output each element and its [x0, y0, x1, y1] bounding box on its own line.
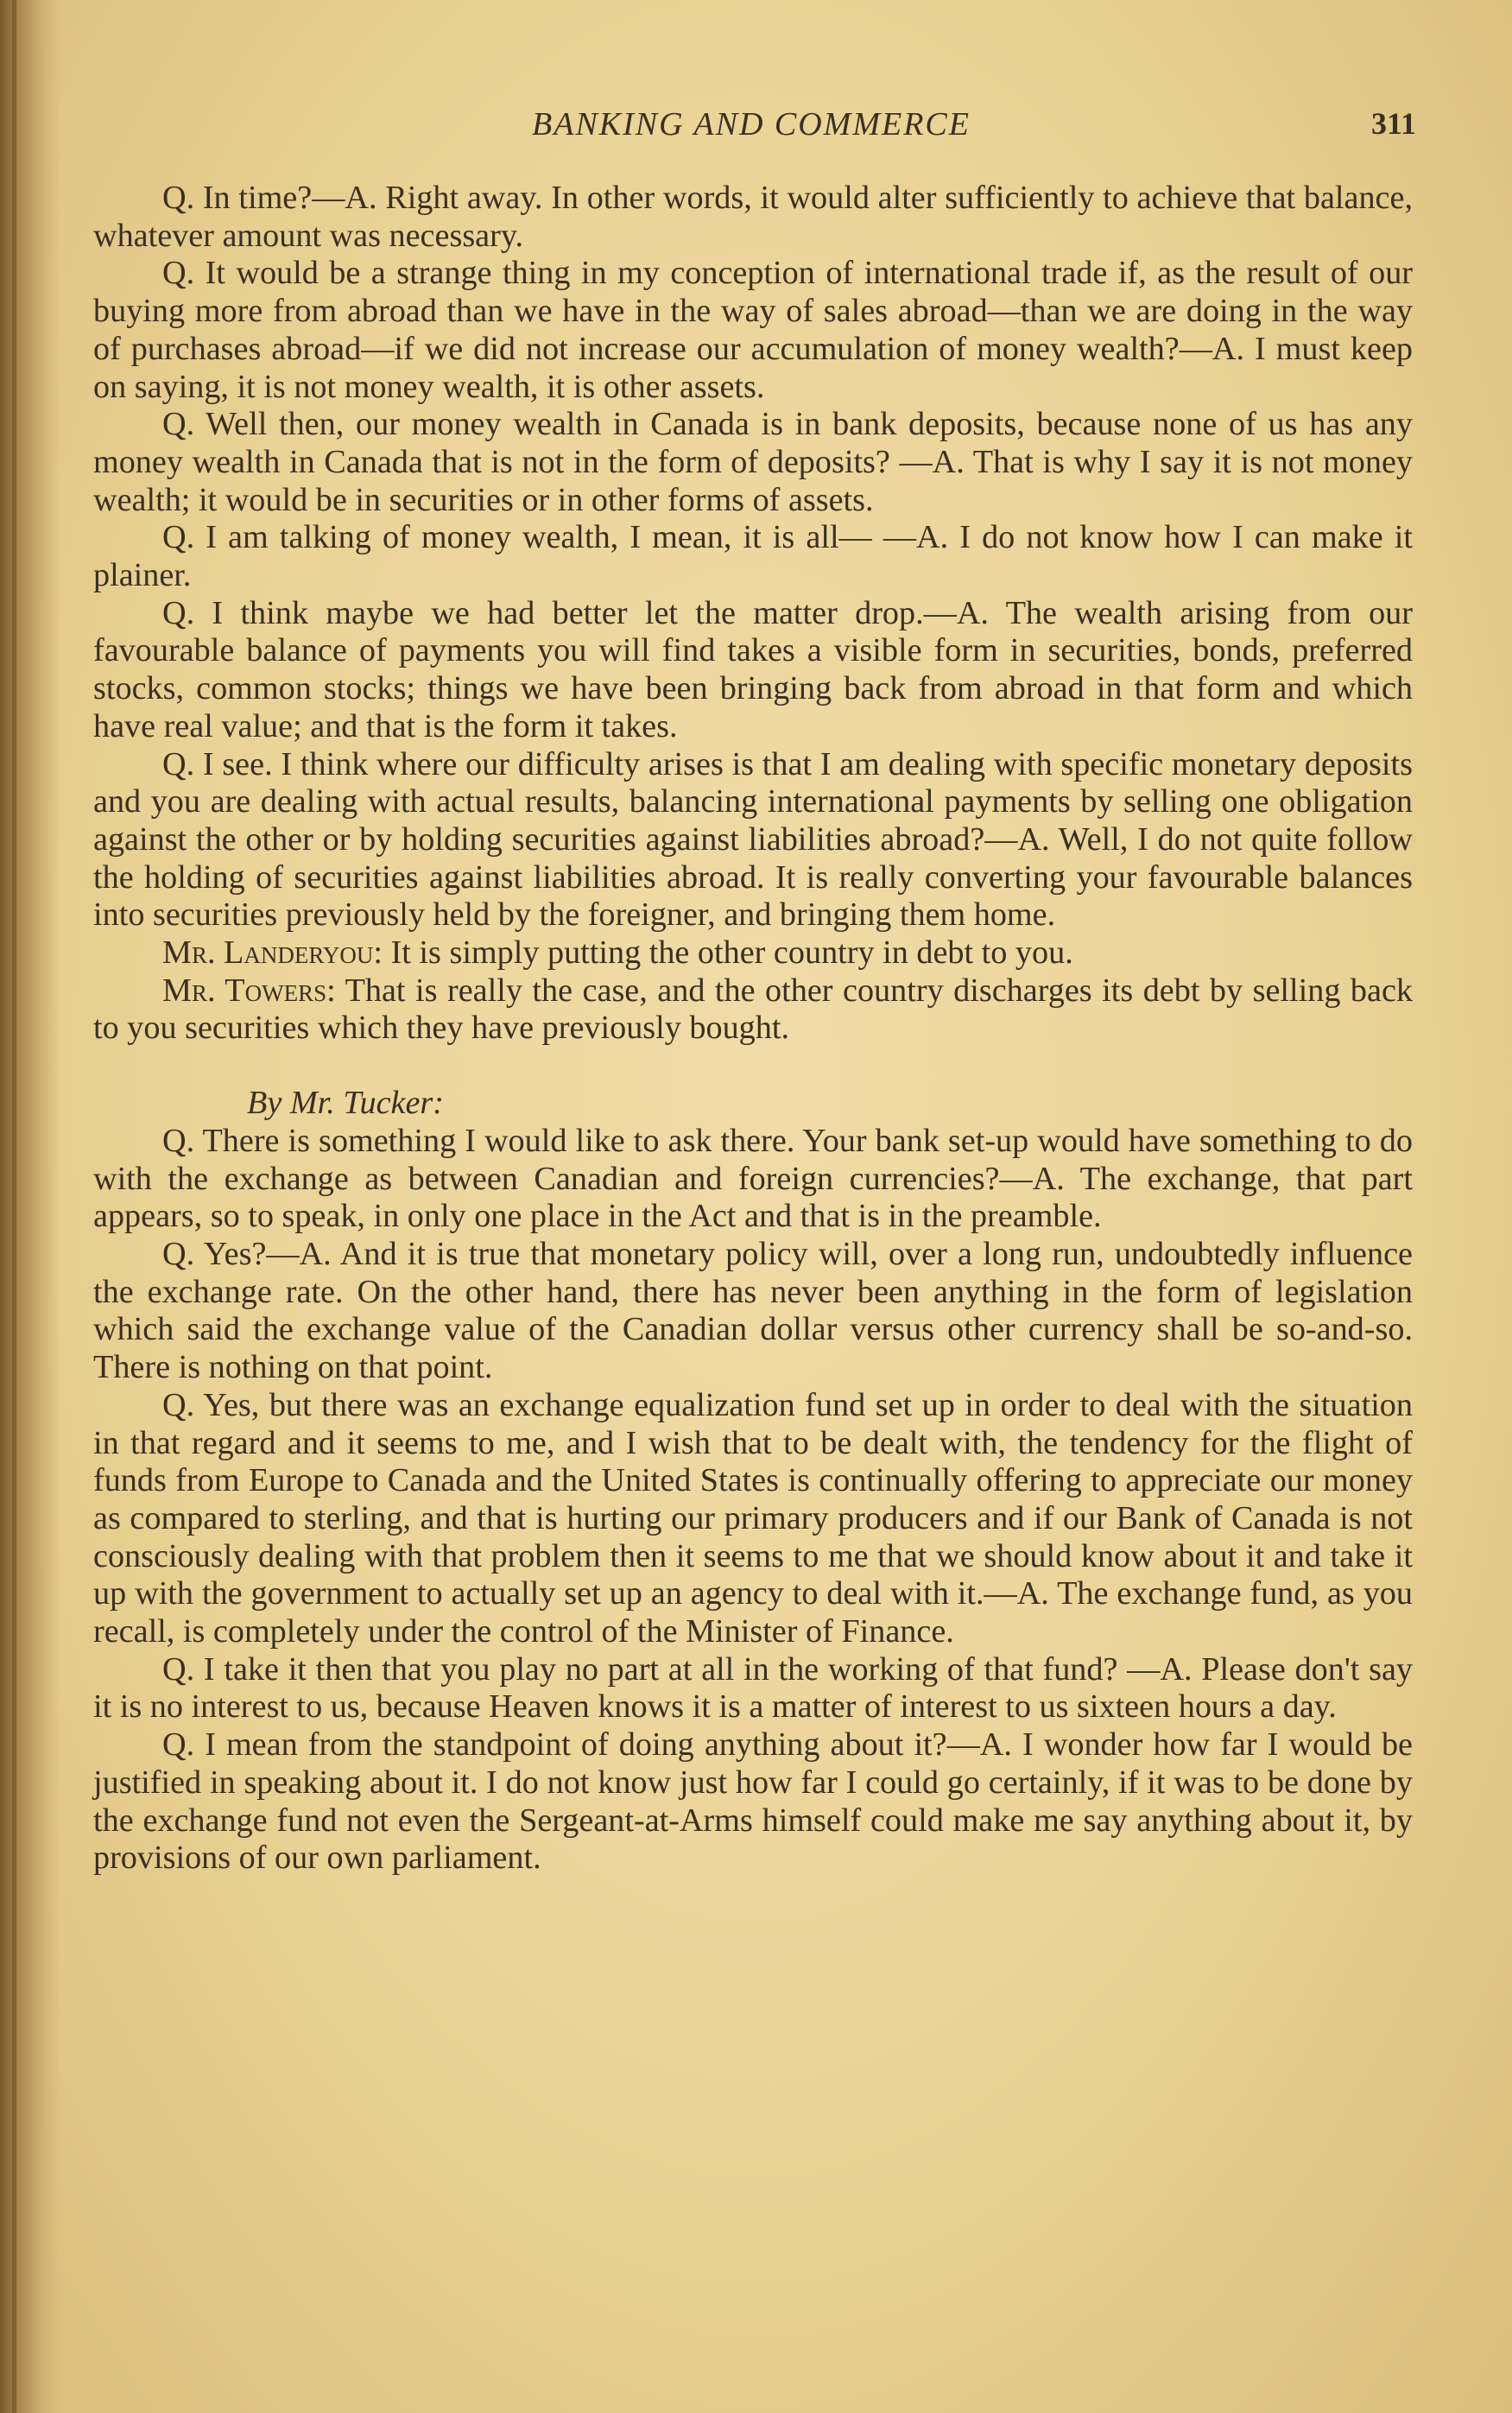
speech-text: It is simply putting the other country in debt to you.	[390, 934, 1073, 972]
speaker-name: Mr. Towers	[162, 972, 327, 1009]
running-header	[86, 102, 1416, 154]
paragraph: Q. Yes?—A. And it is true that monetary policy will, over a long run, undoubtedly influence the exchange rate. On the other hand, there has never been anything in the form of legislation which said the exchange value of the Canadian dollar versus other currency shall be so-and-so. There is nothing on that point.	[93, 1235, 1413, 1386]
paragraph: Q. I think maybe we had better let the matter drop.—A. The wealth arising from our favourable balance of payments you will find takes a visible form in securities, bonds, preferred stocks, common stocks; things we have been bringing back from abroad in that form and which have real value; and that is the form it takes.	[93, 594, 1413, 744]
paragraph: Q. Yes, but there was an exchange equalization fund set up in order to deal with the situation in that regard and it seems to me, and I wish that to be dealt with, the tendency for the flight of funds from Europe to Canada and the United States is continually offering to appreciate our money as compared to sterling, and that is hurting our primary producers and if our Bank of Canada is not consciously dealing with that problem then it seems to me that we should know about it and take it up with the government to actually set up an agency to deal with it.—A. The exchange fund, as you recall, is completely under the control of the Minister of Finance.	[93, 1386, 1413, 1650]
paragraph: Q. I am talking of money wealth, I mean, it is all— —A. I do not know how I can make it plainer.	[93, 519, 1413, 594]
paragraph: Q. Well then, our money wealth in Canada is in bank deposits, because none of us has any money wealth in Canada that is not in the form of deposits? —A. That is why I say it is not money wealth; it would be in securities or in other forms of assets.	[93, 406, 1413, 518]
paragraph: Q. I see. I think where our difficulty arises is that I am dealing with specific monetary deposits and you are dealing with actual results, balancing international payments by selling one obligation against the other or by holding securities against liabilities abroad?—A. Well, I do not quite follow the holding of securities against liabilities abroad. It is really converting your favourable balances into securities previously held by the foreigner, and bringing them home.	[93, 745, 1413, 934]
speech-text: That is really the case, and the other country discharges its debt by selling back to you securities which they have previously bought.	[93, 972, 1414, 1047]
paragraph: Q. I mean from the standpoint of doing anything about it?—A. I wonder how far I would be justified in speaking about it. I do not know just how far I could go certainly, if it was to be done by the exchange fund not even the Sergeant-at-Arms himself could make me say anything about it, by provisions of our own parliament.	[93, 1726, 1413, 1877]
header-title: BANKING AND COMMERCE	[532, 106, 971, 142]
speaker-name: Mr. Landeryou	[162, 934, 374, 972]
binding-line	[12, 0, 16, 2413]
paragraph: Q. I take it then that you play no part at all in the working of that fund? —A. Please don't say it is no interest to us, because Heaven knows it is a matter of interest to us sixteen hours a day.	[93, 1650, 1413, 1726]
speech-towers: Mr. Towers: That is really the case, and the other country discharges its debt by selling back to you securities which they have previously bought.	[93, 972, 1414, 1047]
paragraph: Q. There is something I would like to ask there. Your bank set-up would have something to do with the exchange as between Canadian and foreign currencies?—A. The exchange, that part appears, so to speak, in only one place in the Act and that is in the preamble.	[93, 1122, 1413, 1235]
binding-edge	[0, 0, 60, 2413]
speech-landeryou: Mr. Landeryou: It is simply putting the other country in debt to you.	[162, 934, 1073, 972]
paragraph: Q. In time?—A. Right away. In other words, it would alter sufficiently to achieve that balance, whatever amount was necessary.	[93, 180, 1413, 254]
section-heading: By Mr. Tucker:	[247, 1085, 445, 1122]
paragraph: Q. It would be a strange thing in my conception of international trade if, as the result of our buying more from abroad than we have in the way of sales abroad—than we are doing in the way of purchases abroad—if we did not increase our accumulation of money wealth?—A. I must keep on saying, it is not money wealth, it is other assets.	[93, 255, 1413, 405]
text-body	[93, 180, 1413, 1878]
section-spacer	[93, 1048, 1413, 1085]
page-number: 311	[1370, 106, 1416, 141]
